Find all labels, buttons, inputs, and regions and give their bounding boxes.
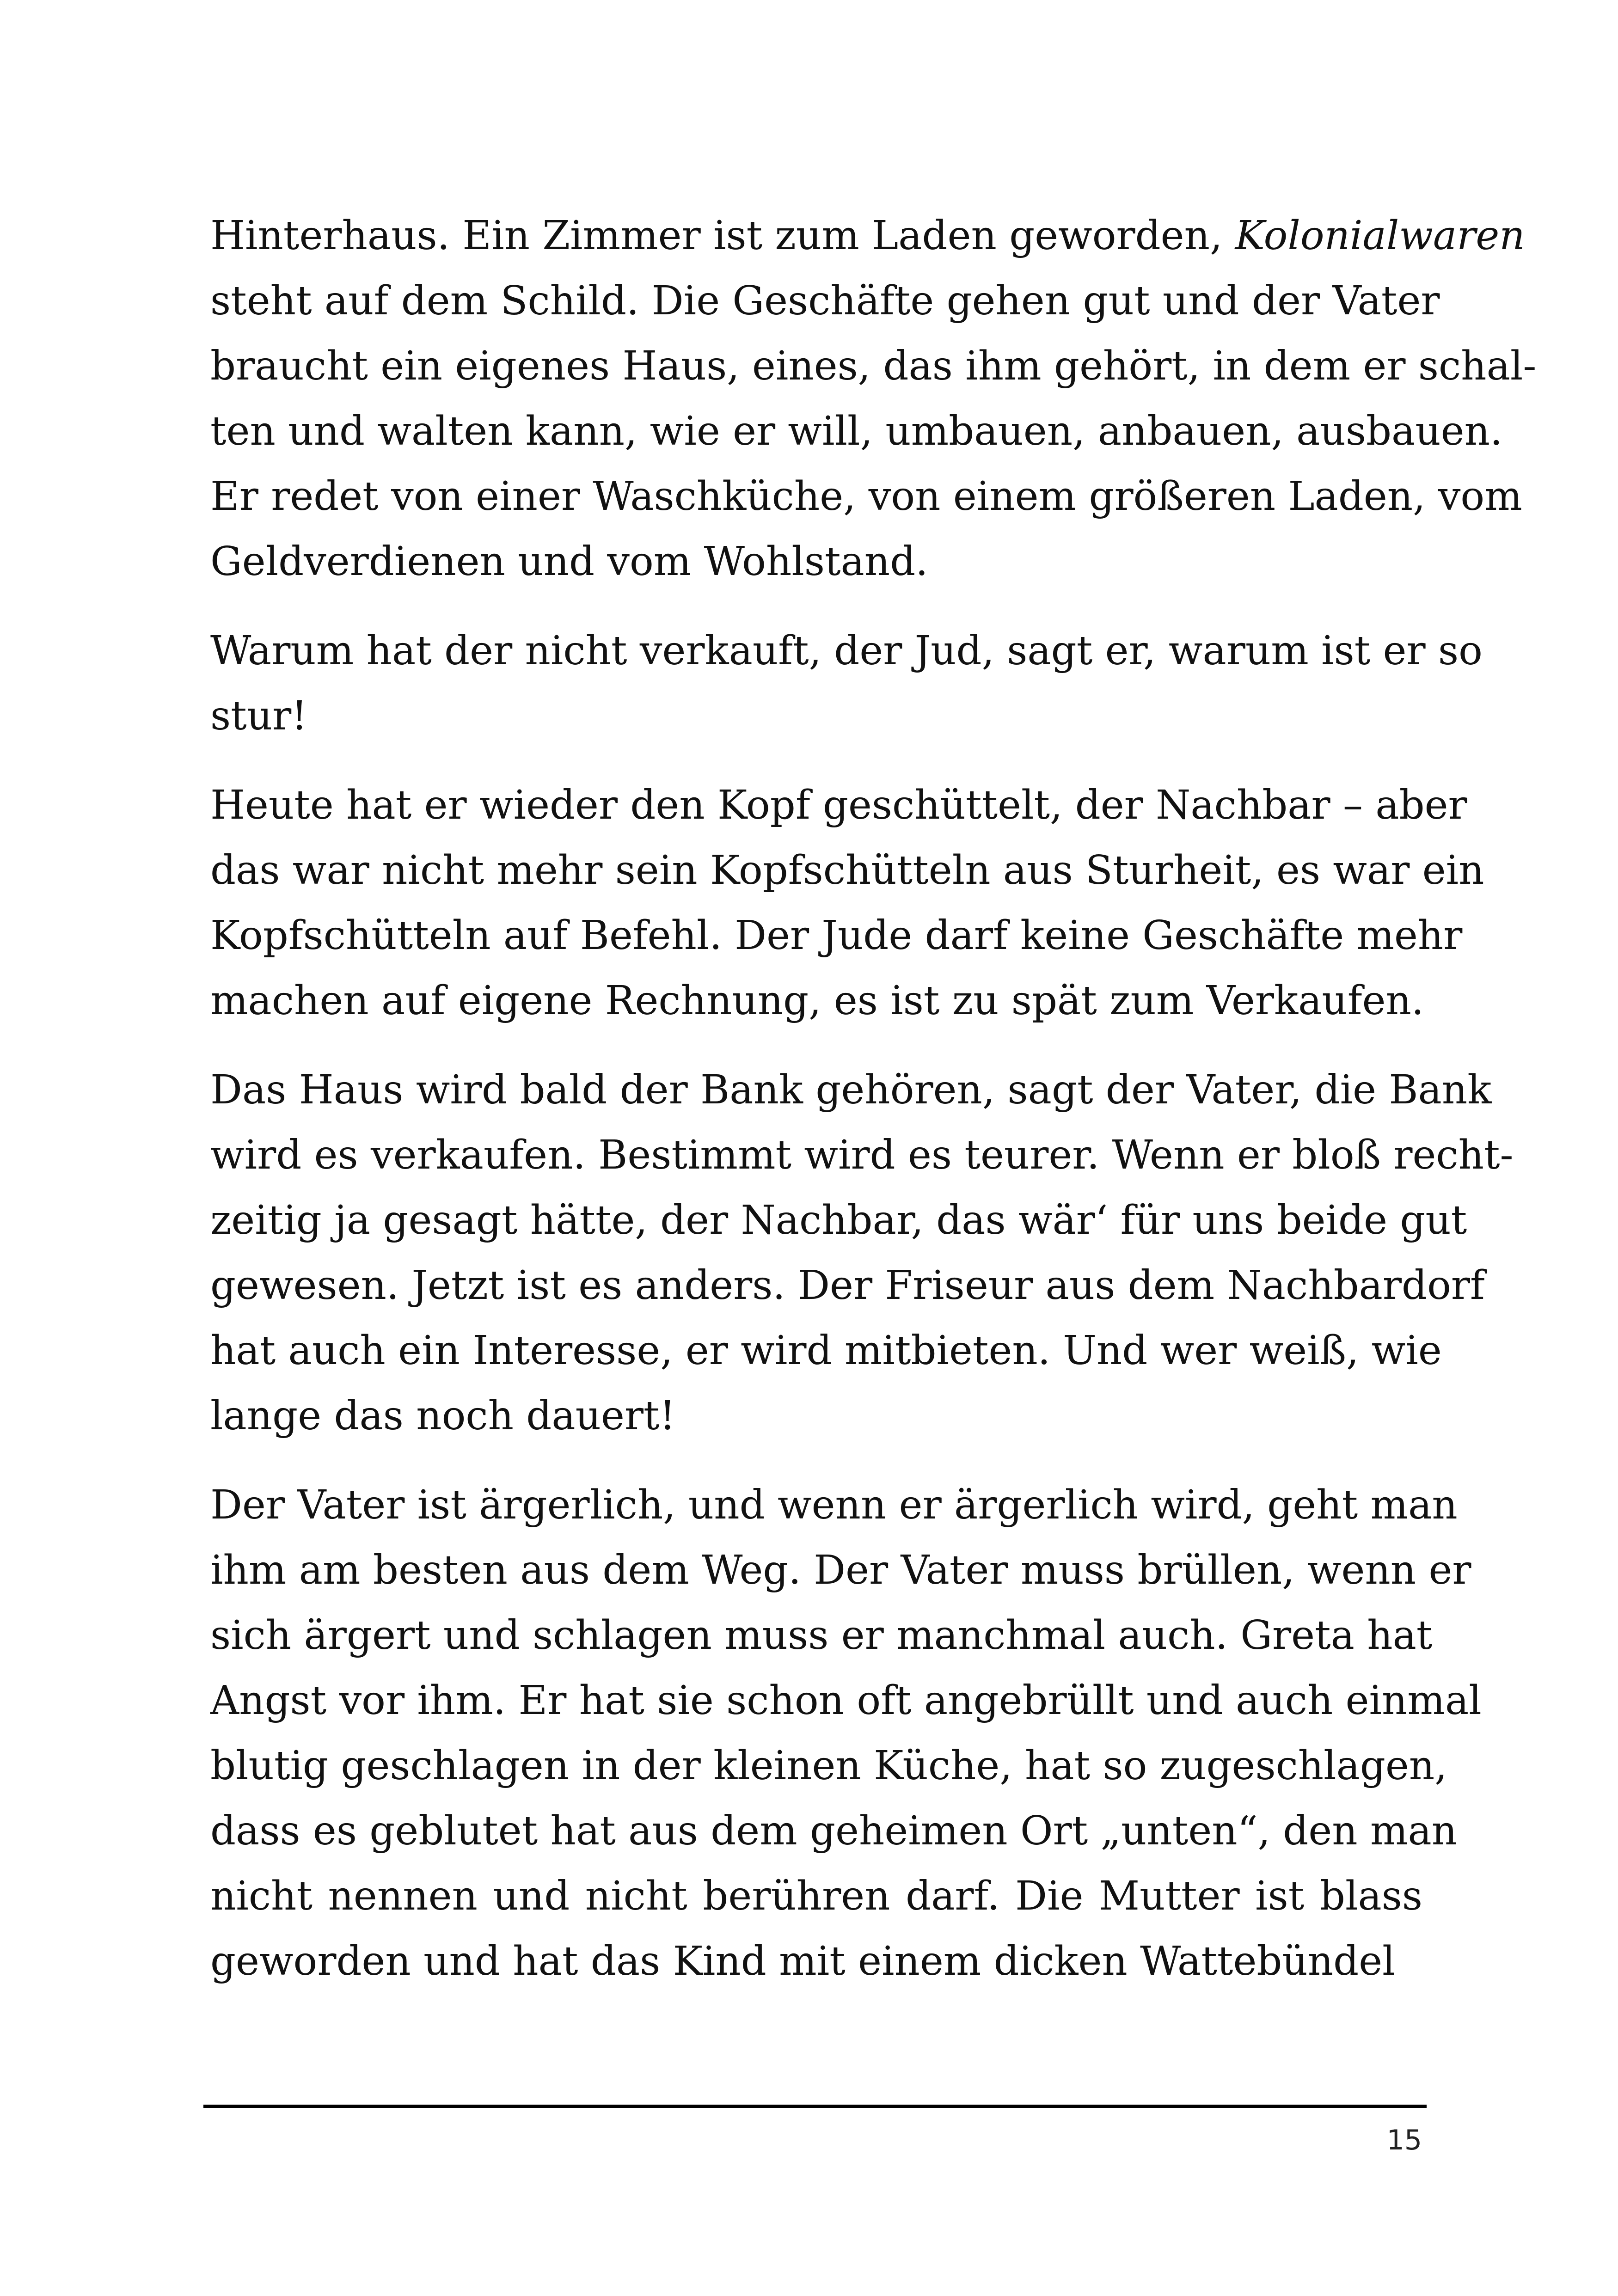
text-line: blutig geschlagen in der kleinen Küche, hat so zugeschlagen,: [210, 1743, 1447, 1789]
text-line: dass es geblutet hat aus dem geheimen Ort „unten“, den man: [210, 1808, 1458, 1854]
text-line: sich ärgert und schlagen muss er manchmal auch. Greta hat: [210, 1612, 1433, 1659]
paragraph-4: [210, 1058, 1514, 1449]
text-line: Er redet von einer Waschküche, von einem größeren Laden, vom: [210, 473, 1522, 520]
paragraph-3: [210, 773, 1484, 1034]
body-text: [210, 203, 1537, 2018]
text-line: wird es verkaufen. Bestimmt wird es teurer. Wenn er bloß recht-: [210, 1132, 1514, 1178]
text-line: Heute hat er wieder den Kopf geschüttelt, der Nachbar – aber: [210, 782, 1467, 828]
text-line: Angst vor ihm. Er hat sie schon oft angebrüllt und auch einmal: [210, 1678, 1482, 1724]
paragraph-1: [210, 203, 1537, 594]
text-line: steht auf dem Schild. Die Geschäfte gehen gut und der Vater: [210, 278, 1440, 324]
text-line: hat auch ein Interesse, er wird mitbieten. Und wer weiß, wie: [210, 1328, 1442, 1374]
footer-rule: [203, 2105, 1427, 2108]
text-line: lange das noch dauert!: [210, 1393, 676, 1439]
text-line: nicht nennen und nicht berühren darf. Die Mutter ist blass: [210, 1873, 1422, 1919]
text-line: Geldverdienen und vom Wohlstand.: [210, 539, 928, 585]
text-line: Kopfschütteln auf Befehl. Der Jude darf keine Geschäfte mehr: [210, 912, 1463, 959]
text-line: Warum hat der nicht verkauft, der Jud, sagt er, warum ist er so: [210, 628, 1483, 674]
text-line: ten und walten kann, wie er will, umbauen, anbauen, ausbauen.: [210, 408, 1503, 454]
text-line: geworden und hat das Kind mit einem dicken Wattebündel: [210, 1938, 1395, 1984]
page-number: 15: [1386, 2124, 1422, 2156]
paragraph-5: [210, 1473, 1482, 1994]
text-line: braucht ein eigenes Haus, eines, das ihm gehört, in dem er schal-: [210, 343, 1537, 389]
text-line: das war nicht mehr sein Kopfschütteln aus Sturheit, es war ein: [210, 847, 1484, 894]
text-line: gewesen. Jetzt ist es anders. Der Friseur aus dem Nachbardorf: [210, 1262, 1485, 1309]
text-line: Hinterhaus. Ein Zimmer ist zum Laden geworden, Kolonialwaren: [210, 213, 1525, 259]
text-line: stur!: [210, 693, 307, 739]
text-line: Der Vater ist ärgerlich, und wenn er ärgerlich wird, geht man: [210, 1482, 1458, 1528]
paragraph-2: [210, 618, 1483, 749]
text-line: machen auf eigene Rechnung, es ist zu spät zum Verkaufen.: [210, 978, 1424, 1024]
text-line: Das Haus wird bald der Bank gehören, sagt der Vater, die Bank: [210, 1067, 1492, 1113]
italic-word: Kolonialwaren: [1235, 213, 1525, 259]
text-line: zeitig ja gesagt hätte, der Nachbar, das wär‘ für uns beide gut: [210, 1197, 1467, 1243]
text-line: ihm am besten aus dem Weg. Der Vater muss brüllen, wenn er: [210, 1547, 1471, 1593]
